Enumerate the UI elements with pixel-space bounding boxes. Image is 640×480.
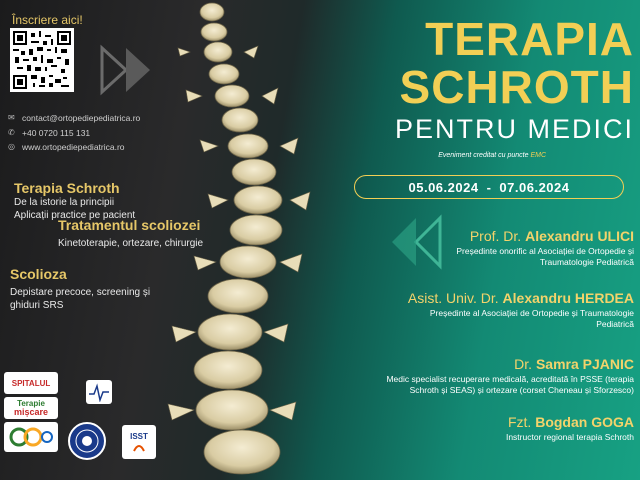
subtitle: PENTRU MEDICI (394, 114, 634, 144)
isst-logo (122, 425, 156, 459)
association-emblem-icon (9, 425, 53, 449)
date-start: 05.06.2024 (408, 179, 479, 195)
topic-block (10, 266, 67, 282)
qr-code-icon (13, 31, 71, 89)
date-end: 07.06.2024 (499, 179, 570, 195)
topic-title: Terapia Schroth (14, 180, 120, 196)
spital-logo (4, 372, 58, 394)
topic-title: Scolioza (10, 266, 67, 282)
association-logo (4, 422, 58, 452)
globe-icon: ◎ (8, 142, 15, 151)
contact-email-text: contact@ortopediepediatrica.ro (22, 113, 141, 123)
terapie-logo-text-1: Terapie (17, 399, 45, 408)
title-line-1: TERAPIA (425, 13, 634, 65)
speaker-description (456, 246, 634, 268)
title-line-2: SCHROTH (399, 61, 634, 113)
topic-line: Kinetoterapie, ortezare, chirurgie (58, 238, 204, 249)
speaker-name (508, 414, 634, 430)
speaker-desc-line: Schroth și SEAS) și ortezare (corset Cheneau și Sforzesco) (409, 385, 634, 395)
speaker-desc-line: Președinte onorific al Asociației de Ortopedie și (456, 246, 634, 256)
contact-phone[interactable] (8, 128, 90, 138)
speaker-rank: Asist. Univ. Dr. (407, 290, 499, 306)
registration-qr-code[interactable] (10, 28, 74, 92)
medical-logo (86, 380, 112, 404)
speaker-rank: Prof. Dr. (469, 228, 522, 244)
date-separator: - (486, 179, 492, 195)
topic-line: De la istorie la principii (14, 197, 115, 208)
topic-line: Aplicații practice pe pacient (14, 210, 136, 221)
emc-highlight: EMC (530, 152, 546, 159)
contact-phone-text: +40 0720 115 131 (22, 128, 91, 138)
society-seal-logo (68, 422, 106, 460)
spital-logo-text: SPITALUL (11, 378, 51, 388)
register-label: Înscriere aici! (12, 13, 83, 27)
emc-credit-note (438, 152, 546, 159)
speaker-fullname: Alexandru HERDEA (502, 290, 634, 306)
speaker-fullname: Bogdan GOGA (535, 414, 634, 430)
terapie-logo-text-2: mișcare (13, 407, 49, 417)
envelope-icon: ✉ (8, 113, 15, 122)
speaker-name (408, 290, 634, 306)
contact-email[interactable] (8, 113, 140, 123)
pulse-icon (88, 382, 110, 402)
speaker-name (470, 228, 634, 244)
topic-line: Depistare precoce, screening și (10, 287, 151, 298)
topic-block (58, 237, 203, 250)
speaker-desc-line: Președinte al Asociației de Ortopedie și Traumatologie (429, 308, 634, 318)
speaker-rank: Dr. (514, 356, 533, 372)
emc-prefix: Eveniment creditat cu puncte (438, 152, 529, 159)
speaker-rank: Fzt. (507, 414, 532, 430)
speaker-fullname: Samra PJANIC (535, 356, 634, 372)
event-dates-pill (354, 175, 624, 199)
speaker-description (386, 374, 634, 396)
speaker-desc-line: Traumatologie Pediatrică (539, 257, 634, 267)
topic-line: ghiduri SRS (10, 300, 64, 311)
topic-block (14, 180, 135, 222)
terapie-miscare-logo (4, 397, 58, 419)
phone-icon: ✆ (8, 128, 15, 137)
contact-website[interactable] (8, 142, 125, 152)
speaker-desc-line: Medic specialist recuperare medicală, acreditată în PSSE (terapia (386, 374, 634, 384)
topic-block (10, 286, 150, 312)
topic-title: Tratamentul scoliozei (58, 217, 201, 233)
topic-block (58, 217, 200, 233)
speaker-name (514, 356, 634, 372)
speaker-description (506, 432, 634, 443)
contact-website-text: www.ortopediepediatrica.ro (22, 142, 125, 152)
seal-emblem-icon (70, 424, 104, 458)
speaker-desc-line: Pediatrică (596, 319, 634, 329)
isst-mark-icon (132, 441, 146, 453)
speaker-fullname: Alexandru ULICI (525, 228, 634, 244)
speaker-desc-line: Instructor regional terapia Schroth (505, 432, 634, 442)
speaker-description (430, 308, 634, 330)
isst-logo-text: ISST (130, 431, 148, 441)
